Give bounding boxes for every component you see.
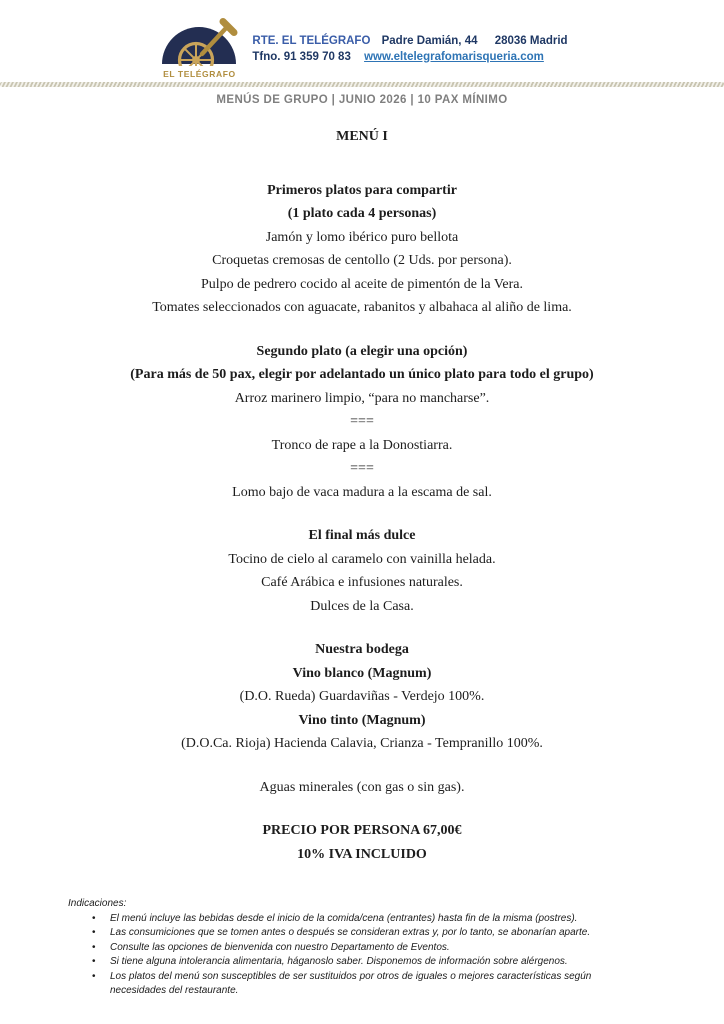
menu-item-line: Aguas minerales (con gas o sin gas). bbox=[259, 779, 465, 795]
website-link[interactable]: www.eltelegrafomarisqueria.com bbox=[364, 50, 544, 63]
menu-item-line: Café Arábica e infusiones naturales. bbox=[261, 575, 463, 590]
header-contact-block bbox=[252, 33, 567, 65]
menu-heading-line: Vino blanco (Magnum) bbox=[292, 665, 432, 681]
indication-bullet: • Si tiene alguna intolerancia alimentaria, háganoslo saber. Disponemos de información sobre alérgenos. bbox=[90, 955, 635, 970]
menu-spacer bbox=[0, 799, 724, 819]
header-line-1 bbox=[252, 33, 567, 49]
menu-banner: MENÚS DE GRUPO | JUNIO 2026 | 10 PAX MÍNIMO bbox=[216, 94, 508, 106]
menu-spacer bbox=[0, 320, 724, 340]
menu-item-line: Tronco de rape a la Donostiarra. bbox=[271, 437, 453, 453]
street-address: Padre Damián, 44 bbox=[381, 34, 478, 47]
menu-separator-line: === bbox=[350, 461, 374, 476]
menu-body bbox=[0, 125, 724, 866]
menu-item-line: Tomates seleccionados con aguacate, rabanitos y albahaca al aliño de lima. bbox=[152, 300, 572, 315]
header-line-2 bbox=[252, 49, 567, 65]
indication-bullet: • Los platos del menú son susceptibles de ser sustituidos por otros de iguales o mejores características según necesidades del restaurante. bbox=[90, 970, 635, 999]
menu-item-line: Jamón y lomo ibérico puro bellota bbox=[265, 229, 459, 245]
menu-separator-line: === bbox=[350, 414, 374, 429]
menu-spacer bbox=[0, 756, 724, 776]
menu-spacer bbox=[0, 149, 724, 179]
indications-label: Indicaciones: bbox=[68, 898, 127, 909]
telegraph-wheel-icon bbox=[157, 18, 241, 66]
menu-item-line: Lomo bajo de vaca madura a la escama de sal. bbox=[232, 484, 492, 500]
logo-brand-text: EL TELÉGRAFO bbox=[163, 69, 236, 79]
menu-heading-line: El final más dulce bbox=[308, 528, 416, 543]
menu-item-line: Croquetas cremosas de centollo (2 Uds. por persona). bbox=[212, 253, 512, 268]
postal-city: 28036 Madrid bbox=[494, 34, 568, 47]
menu-item-line: Pulpo de pedrero cocido al aceite de pimentón de la Vera. bbox=[200, 276, 523, 292]
menu-heading-line: (1 plato cada 4 personas) bbox=[287, 206, 437, 221]
indication-bullet: • Las consumiciones que se tomen antes o después se consideran extras y, por lo tanto, se abonarían aparte. bbox=[90, 926, 635, 941]
decorative-chain-divider bbox=[0, 82, 724, 87]
indication-bullet: • El menú incluye las bebidas desde el inicio de la comida/cena (entrantes) hasta fin de la misma (postres). bbox=[90, 912, 635, 927]
menu-heading-line: Nuestra bodega bbox=[315, 642, 409, 657]
menu-title: MENÚ I bbox=[336, 129, 388, 144]
indications-section bbox=[0, 897, 724, 999]
menu-item-line: Arroz marinero limpio, “para no mancharse”. bbox=[234, 390, 490, 406]
menu-heading-line: 10% IVA INCLUIDO bbox=[297, 846, 427, 862]
menu-item-line: Tocino de cielo al caramelo con vainilla helada. bbox=[228, 551, 496, 567]
indications-list bbox=[68, 912, 635, 999]
restaurant-logo bbox=[156, 18, 242, 79]
restaurant-name: RTE. EL TELÉGRAFO bbox=[252, 34, 371, 47]
menu-heading-line: Segundo plato (a elegir una opción) bbox=[256, 343, 468, 359]
menu-heading-line: PRECIO POR PERSONA 67,00€ bbox=[262, 823, 462, 838]
menu-spacer bbox=[0, 504, 724, 524]
menu-item-line: (D.O.Ca. Rioja) Hacienda Calavia, Crianza - Tempranillo 100%. bbox=[181, 736, 543, 751]
phone-number: Tfno. 91 359 70 83 bbox=[252, 50, 351, 63]
menu-heading-line: Vino tinto (Magnum) bbox=[298, 712, 426, 728]
menu-item-line: Dulces de la Casa. bbox=[310, 598, 414, 614]
menu-heading-line: (Para más de 50 pax, elegir por adelantado un único plato para todo el grupo) bbox=[130, 367, 594, 382]
header bbox=[0, 18, 724, 79]
menu-item-line: (D.O. Rueda) Guardaviñas - Verdejo 100%. bbox=[239, 689, 485, 704]
menu-heading-line: Primeros platos para compartir bbox=[267, 182, 457, 198]
menu-spacer bbox=[0, 618, 724, 638]
indication-bullet: • Consulte las opciones de bienvenida con nuestro Departamento de Eventos. bbox=[90, 941, 635, 956]
